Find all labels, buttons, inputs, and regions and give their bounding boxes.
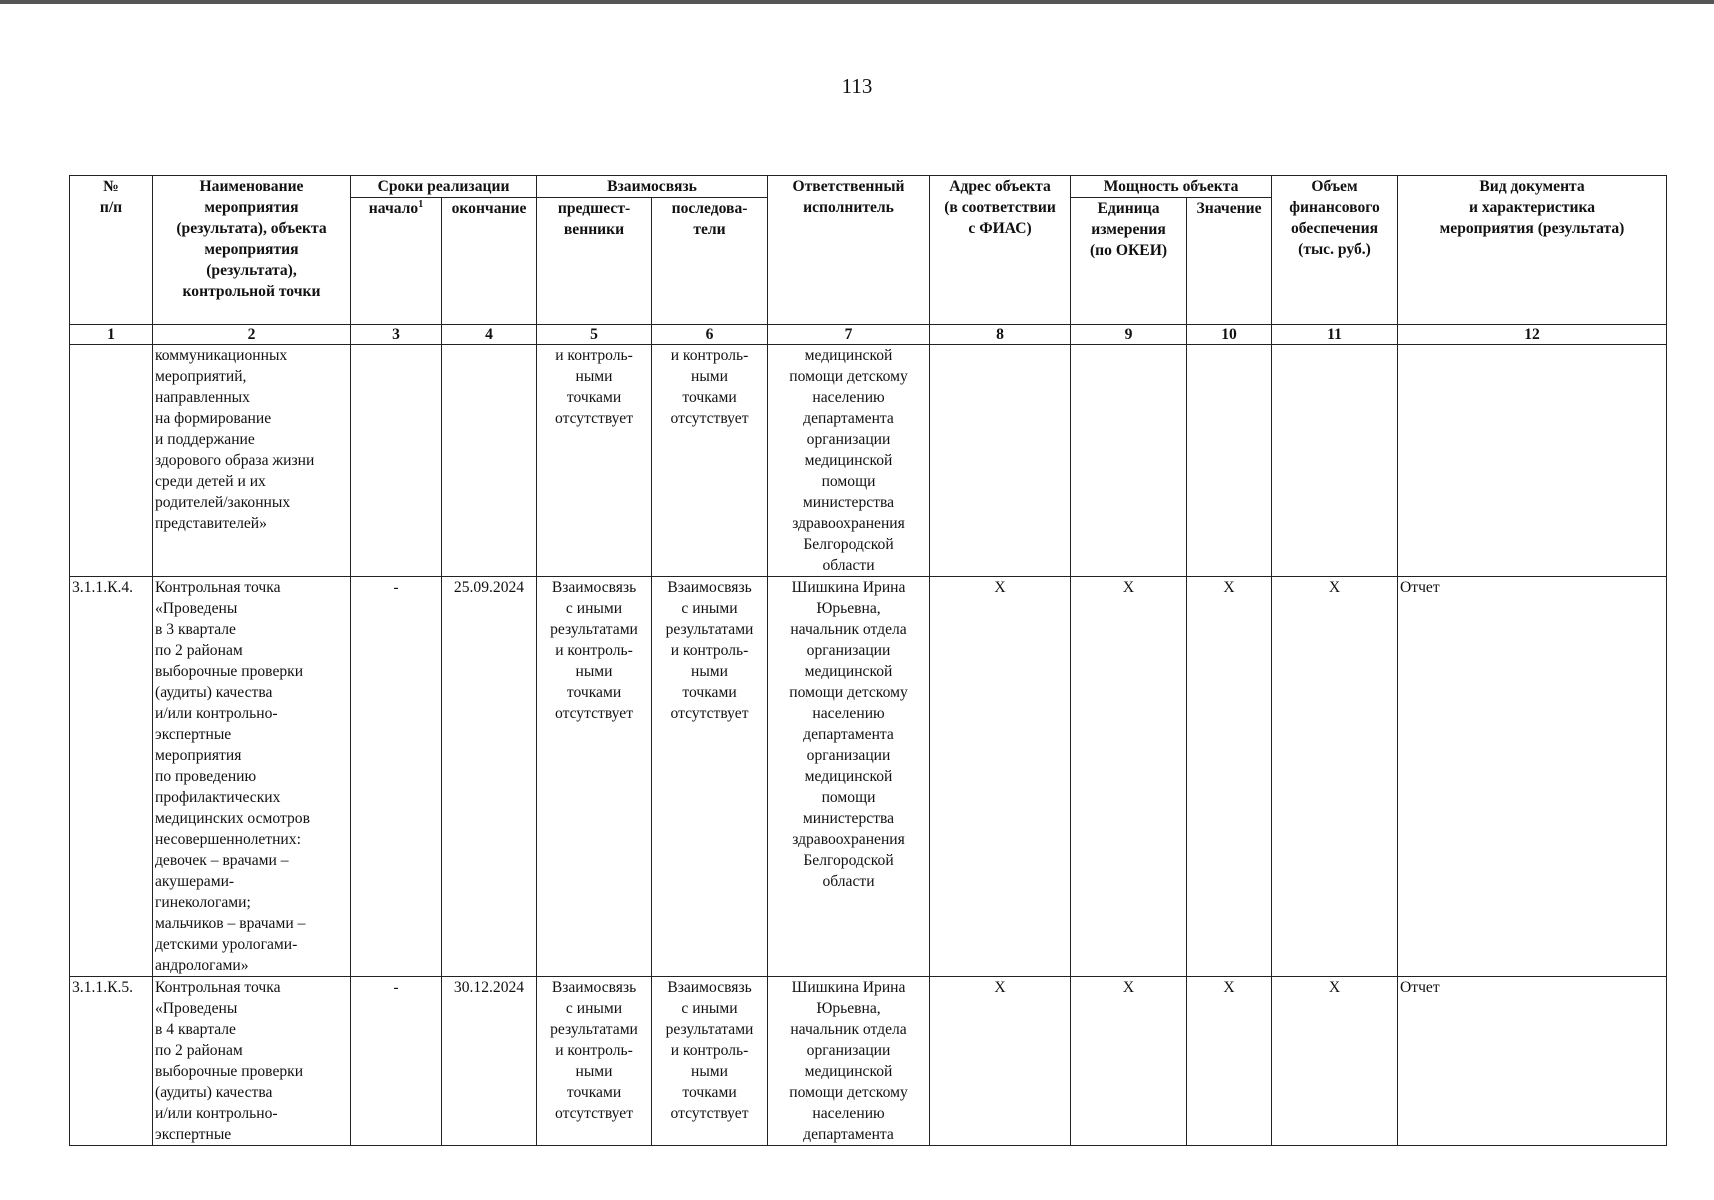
header-name [153, 176, 351, 325]
text-line: отсутствует [555, 705, 634, 722]
text-line: (результата), объекта [176, 220, 327, 237]
text-line: акушерами- [155, 873, 235, 890]
table-row [70, 977, 1667, 1146]
column-index-6: 6 [652, 325, 768, 345]
column-index-3: 3 [351, 325, 442, 345]
document-type-cell [1398, 345, 1667, 577]
document-type-cell: Отчет [1398, 977, 1667, 1146]
activity-name-cell [153, 977, 351, 1146]
text-line: Ответственный [792, 178, 905, 195]
end-date-cell: 30.12.2024 [442, 977, 537, 1146]
text-line: девочек – врачами – [155, 852, 289, 869]
text-line: и поддержание [155, 431, 255, 448]
column-index-10: 10 [1187, 325, 1272, 345]
column-index-5: 5 [537, 325, 652, 345]
table-row [70, 345, 1667, 577]
successors-cell [652, 977, 768, 1146]
text-line: медицинских осмотров [155, 810, 310, 827]
text-line: населению [812, 389, 885, 406]
text-line: населению [812, 1105, 885, 1122]
activity-name-cell [153, 345, 351, 577]
text-line: выборочные проверки [155, 1063, 304, 1080]
header-start: начало$^1$ [351, 198, 442, 325]
text-line: Юрьевна, [816, 600, 881, 617]
text-line: организации [806, 642, 891, 659]
text-line: области [822, 873, 875, 890]
text-line: измерения [1091, 221, 1166, 238]
text-line: результатами [550, 621, 638, 638]
text-line: результатами [550, 1021, 638, 1038]
activities-table [69, 175, 1667, 1146]
text-line: ными [575, 1063, 613, 1080]
text-line: точками [566, 1084, 622, 1101]
text-line: и контроль- [555, 1042, 633, 1059]
column-index-1: 1 [70, 325, 153, 345]
text-line: экспертные [155, 1126, 232, 1143]
text-line: Взаимосвязь [667, 579, 752, 596]
row-number-cell: 3.1.1.К.4. [70, 577, 153, 977]
text-line: по 2 районам [155, 642, 243, 659]
text-line: точками [682, 684, 737, 701]
text-line: мероприятий, [155, 368, 247, 385]
responsible-person-cell [768, 977, 930, 1146]
predecessors-cell [537, 345, 652, 577]
text-line: контрольной точки [182, 283, 321, 300]
text-line: здравоохранения [792, 831, 905, 848]
text-line: последова- [671, 200, 748, 217]
text-line: Вид документа [1479, 178, 1585, 195]
header-unit [1071, 198, 1187, 325]
text-line: с иными [681, 1000, 738, 1017]
text-line: и/или контрольно- [155, 1105, 278, 1122]
text-line: мальчиков – врачами – [155, 915, 306, 932]
header-terms: Сроки реализации [351, 176, 537, 198]
text-line: и контроль- [670, 642, 749, 659]
text-line: несовершеннолетних: [155, 831, 301, 848]
text-line: здорового образа жизни [155, 452, 315, 469]
predecessors-cell [537, 977, 652, 1146]
text-line: экспертные [155, 726, 232, 743]
text-line: министерства [802, 494, 895, 511]
text-line: представителей» [155, 515, 267, 532]
predecessors-cell [537, 577, 652, 977]
end-date-cell: 25.09.2024 [442, 577, 537, 977]
text-line: (тыс. руб.) [1298, 241, 1371, 258]
text-line: финансового [1289, 199, 1380, 216]
header-links: Взаимосвязь [537, 176, 768, 198]
text-line: Взаимосвязь [551, 579, 637, 596]
text-line: предшест- [557, 200, 631, 217]
text-line: результатами [665, 1021, 754, 1038]
column-index-2: 2 [153, 325, 351, 345]
page-number: 113 [841, 74, 873, 98]
text-line: Взаимосвязь [667, 979, 752, 996]
column-index-8: 8 [930, 325, 1071, 345]
text-line: «Проведены [155, 1000, 238, 1017]
header-value: Значение [1187, 198, 1272, 325]
text-line: Наименование [199, 178, 304, 195]
text-line: мероприятия (результата) [1439, 220, 1625, 237]
text-line: медицинской [804, 768, 893, 785]
end-date-cell [442, 345, 537, 577]
successors-cell [652, 577, 768, 977]
text-line: ными [690, 663, 729, 680]
finance-volume-cell: X [1272, 577, 1398, 977]
text-line: мероприятия [204, 241, 299, 258]
header-responsible [768, 176, 930, 325]
text-line: венники [563, 221, 625, 238]
text-line: начальник отдела [790, 1021, 907, 1038]
header-number [70, 176, 153, 325]
finance-volume-cell [1272, 345, 1398, 577]
text-line: помощи [821, 789, 876, 806]
text-line: (аудиты) качества [155, 684, 273, 701]
text-line: области [822, 557, 875, 574]
header-capacity: Мощность объекта [1071, 176, 1272, 198]
capacity-value-cell: X [1187, 577, 1272, 977]
text-line: министерства [802, 810, 895, 827]
text-line: отсутствует [670, 410, 749, 427]
finance-volume-cell: X [1272, 977, 1398, 1146]
text-line: начальник отдела [790, 621, 907, 638]
capacity-value-cell: X [1187, 977, 1272, 1146]
text-line: помощи детскому [789, 684, 908, 701]
text-line: помощи [821, 473, 876, 490]
text-line: по 2 районам [155, 1042, 243, 1059]
text-line: отсутствует [555, 1105, 634, 1122]
capacity-value-cell [1187, 345, 1272, 577]
text-line: точками [682, 1084, 737, 1101]
text-line: Адрес объекта [949, 178, 1051, 195]
text-line: профилактических [155, 789, 281, 806]
text-line: отсутствует [670, 1105, 749, 1122]
text-line: помощи детскому [789, 368, 908, 385]
text-line: Шишкина Ирина [791, 979, 906, 996]
header-address [930, 176, 1071, 325]
activity-name-cell [153, 577, 351, 977]
text-line: ными [690, 1063, 729, 1080]
text-line: Контрольная точка [155, 579, 281, 596]
text-line: департамента [803, 726, 894, 743]
text-line: выборочные проверки [155, 663, 304, 680]
text-line: Шишкина Ирина [791, 579, 906, 596]
text-line: организации [806, 747, 891, 764]
text-line: Единица [1097, 200, 1160, 217]
text-line: среди детей и их [155, 473, 266, 490]
header-document [1398, 176, 1667, 325]
text-line: (аудиты) качества [155, 1084, 273, 1101]
text-line: исполнитель [803, 199, 894, 216]
text-line: тели [693, 221, 726, 238]
responsible-person-cell [768, 345, 930, 577]
text-line: андрологами» [155, 957, 249, 974]
text-line: коммуникационных [155, 347, 288, 364]
text-line: с иными [565, 1000, 623, 1017]
text-line: ными [690, 368, 729, 385]
text-line: и характеристика [1468, 199, 1596, 216]
text-line: № [103, 178, 119, 195]
text-line: мероприятия [204, 199, 299, 216]
text-line: детскими урологами- [155, 936, 298, 953]
text-line: и контроль- [555, 642, 633, 659]
text-line: населению [812, 705, 885, 722]
text-line: отсутствует [555, 410, 634, 427]
footnote-marker: 1 [418, 198, 424, 210]
text-line: ными [575, 368, 613, 385]
text-line: обеспечения [1290, 220, 1379, 237]
text-line: здравоохранения [792, 515, 905, 532]
text-line: и контроль- [555, 347, 633, 364]
text-line: медицинской [804, 347, 893, 364]
row-number-cell [70, 345, 153, 577]
text-line: мероприятия [155, 747, 242, 764]
text-line: с иными [565, 600, 623, 617]
object-address-cell [930, 345, 1071, 577]
text-line: медицинской [804, 452, 893, 469]
text-line: результатами [665, 621, 754, 638]
text-line: департамента [803, 410, 894, 427]
unit-of-measure-cell [1071, 345, 1187, 577]
text-line: медицинской [804, 663, 893, 680]
text-line: департамента [803, 1126, 894, 1143]
text-line: ными [575, 663, 613, 680]
text-line: Объем [1311, 178, 1358, 195]
column-index-4: 4 [442, 325, 537, 345]
column-index-9: 9 [1071, 325, 1187, 345]
text-line: родителей/законных [155, 494, 291, 511]
table-body [70, 345, 1667, 1146]
text-line: организации [806, 1042, 891, 1059]
text-line: направленных [155, 389, 250, 406]
text-line: Юрьевна, [816, 1000, 881, 1017]
text-line: Белгородской [803, 852, 894, 869]
scan-top-edge [0, 0, 1714, 4]
text-line: и/или контрольно- [155, 705, 278, 722]
text-line: точками [566, 684, 622, 701]
start-date-cell: - [351, 577, 442, 977]
unit-of-measure-cell: X [1071, 977, 1187, 1146]
text-line: с ФИАС) [968, 220, 1032, 237]
start-date-cell: - [351, 977, 442, 1146]
start-date-cell [351, 345, 442, 577]
text-line: медицинской [804, 1063, 893, 1080]
text-line: Взаимосвязь [551, 979, 637, 996]
text-line: точками [682, 389, 737, 406]
text-line: и контроль- [670, 1042, 749, 1059]
text-line: (по ОКЕИ) [1089, 242, 1168, 259]
text-line: на формирование [155, 410, 272, 427]
column-index-11: 11 [1272, 325, 1398, 345]
document-type-cell: Отчет [1398, 577, 1667, 977]
object-address-cell: X [930, 977, 1071, 1146]
table-row [70, 577, 1667, 977]
successors-cell [652, 345, 768, 577]
text-line: с иными [681, 600, 738, 617]
text-line: в 4 квартале [155, 1021, 236, 1038]
object-address-cell: X [930, 577, 1071, 977]
column-index-7: 7 [768, 325, 930, 345]
text-line: Контрольная точка [155, 979, 281, 996]
row-number-cell: 3.1.1.К.5. [70, 977, 153, 1146]
unit-of-measure-cell: X [1071, 577, 1187, 977]
column-index-row [70, 325, 1667, 345]
header-predecessors [537, 198, 652, 325]
text-line: в 3 квартале [155, 621, 236, 638]
header-end: окончание [442, 198, 537, 325]
text-line: (в соответствии [944, 199, 1056, 216]
text-line: точками [566, 389, 622, 406]
header-successors [652, 198, 768, 325]
text-line: «Проведены [155, 600, 238, 617]
text-line: (результата), [206, 262, 297, 279]
responsible-person-cell [768, 577, 930, 977]
text-line: и контроль- [670, 347, 749, 364]
text-line: отсутствует [670, 705, 749, 722]
text-line: гинекологами; [155, 894, 251, 911]
text-line: Белгородской [803, 536, 894, 553]
text-line: п/п [99, 199, 123, 216]
text-line: помощи детскому [789, 1084, 908, 1101]
text-line: по проведению [155, 768, 257, 785]
text-line: организации [806, 431, 891, 448]
column-index-12: 12 [1398, 325, 1667, 345]
header-finance [1272, 176, 1398, 325]
